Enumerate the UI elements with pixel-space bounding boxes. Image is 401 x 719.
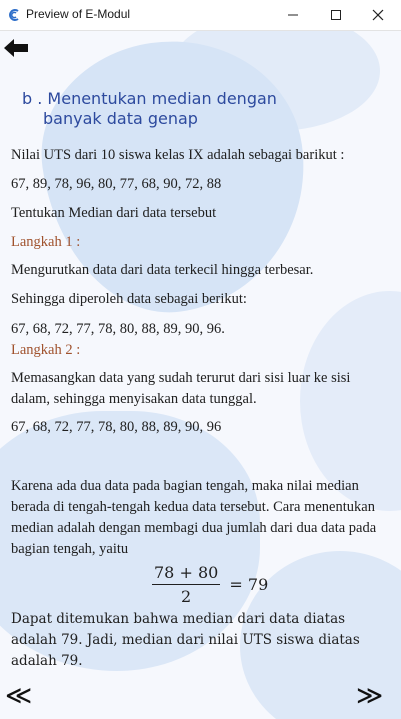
window-title: Preview of E-Modul	[26, 7, 131, 21]
explanation-text: Karena ada dua data pada bagian tengah, maka nilai median berada di tengah-tengah kedua data tersebut. Cara menentukan median adalah dengan membagi dua jumlah dari dua data pada bagian tengah, yaitu	[11, 478, 377, 557]
step-1-label: Langkah 1 :	[11, 234, 81, 250]
maximize-icon	[330, 9, 342, 21]
sorted-data: 67, 68, 72, 77, 78, 80, 88, 89, 90, 96.	[11, 321, 225, 337]
step-2-text: Memasangkan data yang sudah terurut dari sisi luar ke sisi dalam, sehingga menyisakan data tunggal.	[11, 370, 351, 407]
close-icon	[372, 9, 384, 21]
title-bar	[0, 0, 401, 31]
minimize-button[interactable]	[270, 0, 316, 30]
formula-result: = 79	[229, 575, 269, 594]
task-text: Tentukan Median dari data tersebut	[11, 205, 217, 221]
step-1-text: Mengurutkan data dari data terkecil hingga terbesar.	[11, 262, 314, 278]
conclusion-text: Dapat ditemukan bahwa median dari data diatas adalah 79. Jadi, median dari nilai UTS siswa diatas adalah 79.	[11, 611, 360, 669]
step-2-label: Langkah 2 :	[11, 342, 81, 358]
formula-numerator: 78 + 80	[152, 563, 220, 585]
app-icon	[7, 8, 21, 22]
prev-page-icon[interactable]: ≪	[5, 681, 33, 711]
module-page	[0, 31, 401, 719]
problem-statement: Nilai UTS dari 10 siswa kelas IX adalah sebagai barikut :	[11, 147, 345, 163]
step-1-result-intro: Sehingga diperoleh data sebagai berikut:	[11, 291, 247, 307]
heading-line-2: banyak data genap	[43, 109, 198, 128]
back-arrow-icon[interactable]	[3, 38, 29, 58]
next-page-icon[interactable]: ≫	[356, 681, 384, 711]
maximize-button[interactable]	[313, 0, 359, 30]
close-button[interactable]	[355, 0, 401, 30]
formula-denominator: 2	[181, 587, 192, 606]
median-formula	[152, 563, 268, 606]
section-heading	[22, 89, 277, 129]
paired-data: 67, 68, 72, 77, 78, 80, 88, 89, 90, 96	[11, 419, 222, 435]
formula-fraction	[152, 563, 220, 606]
heading-line-1: b . Menentukan median dengan	[22, 89, 277, 108]
minimize-icon	[287, 9, 299, 21]
raw-data: 67, 89, 78, 96, 80, 77, 68, 90, 72, 88	[11, 176, 222, 192]
